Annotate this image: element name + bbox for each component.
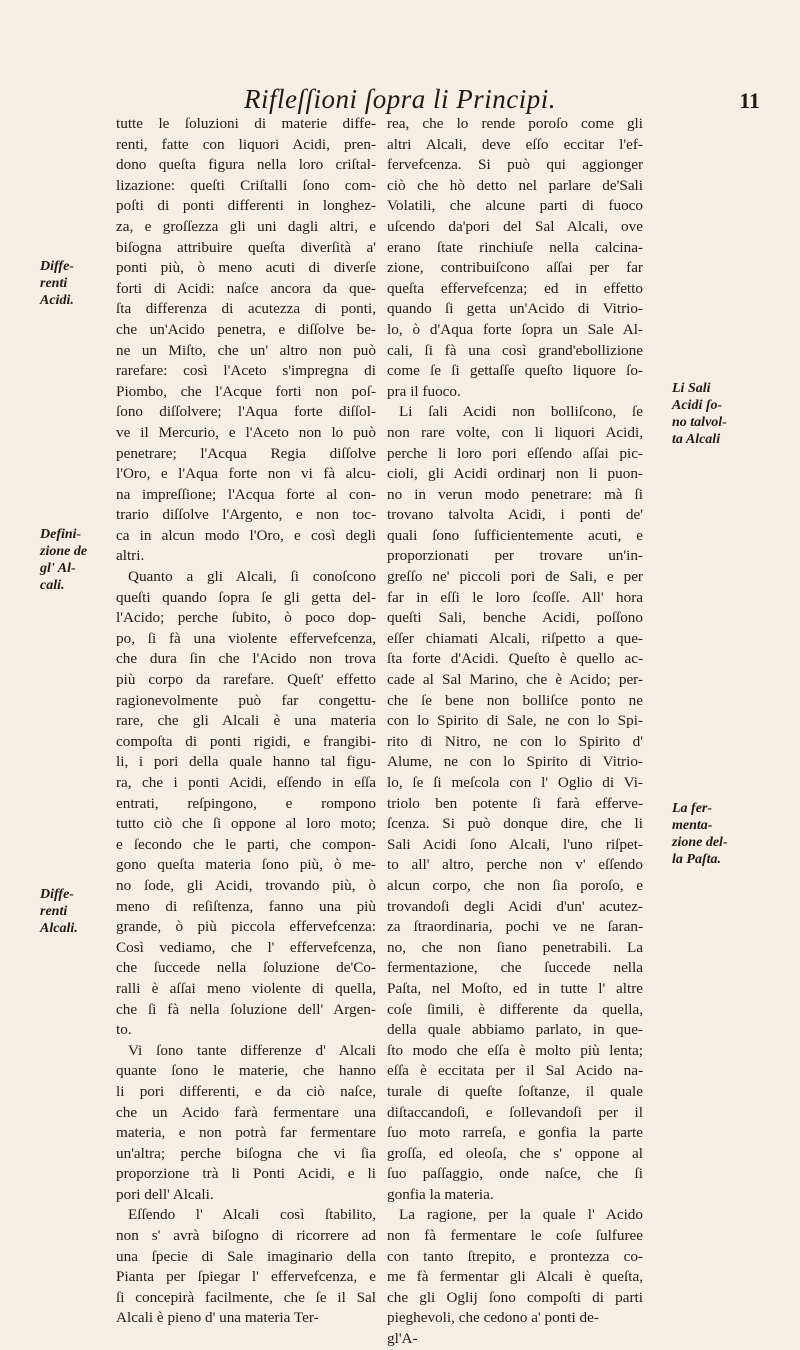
text-line: za ſtraordinaria, pochi ve ne ſaran- <box>387 918 643 936</box>
text-line: come ſe ſi gettaſſe queſto liquore ſo- <box>387 362 643 380</box>
text-line: queſta effervefcenza; ed in effetto <box>387 279 643 297</box>
text-line: cali, ſi fà una così grand'ebollizione <box>387 341 643 359</box>
text-line: compoſta di ponti rigidi, e frangibi- <box>116 732 376 750</box>
running-title: Rifleſſioni ſopra li Principi. <box>244 84 556 114</box>
page-number: 11 <box>739 88 760 113</box>
text-line: queſti quando ſopra ſe gli getta del- <box>116 588 376 606</box>
text-line: l'Oro, e l'Aqua forte non vi fà alcu- <box>116 465 376 483</box>
text-line: non fà fermentare le coſe ſulfuree <box>387 1227 643 1245</box>
text-line: quando ſi getta un'Acido di Vitrio- <box>387 300 643 318</box>
text-line: ragionevolmente può far congettu- <box>116 691 376 709</box>
text-line: ra, che i ponti Acidi, eſſendo in eſſa <box>116 774 376 791</box>
text-line: non s' avrà biſogno di ricorrere ad <box>116 1227 376 1245</box>
text-line: che gli Oglij ſono compoſti di parti <box>387 1288 643 1306</box>
text-line: rare, che gli Alcali è una materia <box>116 712 376 730</box>
text-line: penetrare; l'Acqua Regia diſſolve <box>116 444 376 462</box>
text-line: ne un Miſto, che un' altro non può <box>116 341 376 359</box>
text-line: rito di Nitro, ne con lo Spirito d' <box>387 732 643 750</box>
text-line: ralli è aſſai meno violente di quella, <box>116 979 376 997</box>
text-line: altri Alcali, deve eſſo eccitar l'ef- <box>387 135 643 153</box>
text-line: to all' altro, perche non v' eſſendo <box>387 856 643 874</box>
text-line: ſi concepirà facilmente, che ſe il Sal <box>116 1288 376 1306</box>
text-line: Eſſendo l' Alcali così ſtabilito, <box>128 1206 376 1224</box>
text-line: renti, fatte con liquori Acidi, pren- <box>116 135 376 153</box>
margin-note-line: Defini- <box>40 527 82 542</box>
text-line: ſuo moto rarreſa, e gonfia la parte <box>387 1124 643 1142</box>
margin-note-differenti-acidi <box>40 258 108 309</box>
text-line: quante ſono le materie, che hanno <box>116 1062 376 1080</box>
text-line: ciò che hò detto nel parlare de'Sali <box>387 176 643 194</box>
right-column <box>387 114 643 1350</box>
text-line: con lo Spirito di Sale, ne con lo Spi- <box>387 712 643 730</box>
margin-note-line: La fer- <box>672 801 713 816</box>
margin-note-definizione-alcali <box>40 526 108 594</box>
margin-note-line: Diffe- <box>40 259 74 274</box>
text-line: lizazione: queſti Criſtalli ſono com- <box>116 176 376 194</box>
text-line: erano ſtate rinchiuſe nella calcina- <box>387 238 643 256</box>
text-line: non rare volte, con li liquori Acidi, <box>387 423 643 441</box>
text-line: con tanto ſtrepito, e prontezza co- <box>387 1247 643 1265</box>
text-line: greſſo ne' piccoli pori de Sali, e per <box>387 568 643 586</box>
text-line: rarefare: così l'Aceto s'impregna di <box>116 362 376 380</box>
text-line: li pori differenti, e da ciò naſce, <box>116 1082 376 1100</box>
text-line: li, i pori della quale hanno tal figu- <box>116 753 376 771</box>
text-line: ſto modo che eſſa è molto più lenta; <box>387 1041 643 1059</box>
text-line: pra il fuoco. <box>387 382 461 400</box>
text-line: lo, ſe ſi meſcola con l' Oglio di Vi- <box>387 774 643 791</box>
text-line: materia, e non potrà far fermentare <box>116 1124 376 1142</box>
text-line: ſono diſſolvere; l'Aqua forte diſſol- <box>116 403 376 421</box>
text-line: diſtaccandoſi, e ſollevandoſi per il <box>387 1103 643 1121</box>
text-line: l'Acido; perche ſubito, ò poco dop- <box>116 609 376 627</box>
margin-note-line: renti <box>40 904 68 919</box>
text-line: gonfia la materia. <box>387 1185 494 1203</box>
text-line: trovandoſi degli Acidi d'un' acutez- <box>387 897 643 915</box>
margin-note-fermentazione-pasta <box>672 800 792 868</box>
text-line: proporzionati per trovare un'in- <box>387 547 643 565</box>
margin-note-sali-acidi <box>672 380 792 448</box>
margin-note-line: Acidi ſo- <box>672 398 723 413</box>
margin-note-line: zione de <box>40 544 88 559</box>
left-column <box>116 114 376 1329</box>
text-line: altri. <box>116 547 145 565</box>
text-line: triolo ben potente ſi farà efferve- <box>387 794 643 812</box>
text-line: Li ſali Acidi non bolliſcono, ſe <box>399 403 643 421</box>
text-line: Alcali è pieno d' una materia Ter- <box>116 1309 319 1327</box>
text-line: cioli, gli Acidi ordinarj non li puon- <box>387 465 643 483</box>
text-line: Vi ſono tante differenze d' Alcali <box>128 1041 376 1059</box>
text-line: ca in alcun modo l'Oro, e così degli <box>116 526 376 544</box>
text-line: tutto ciò che ſi oppone al loro moto; <box>116 815 376 833</box>
text-line: ſuo paſſaggio, onde naſce, che ſi <box>387 1165 643 1183</box>
text-line: dono queſta figura nella loro criſtal- <box>116 156 376 174</box>
text-line: quali ſono ſufficientemente acuti, e <box>387 526 643 544</box>
text-line: forti di Acidi: naſce ancora da que- <box>116 279 376 297</box>
text-line: meno di reſiſtenza, fanno una più <box>116 897 376 915</box>
text-line: na impreſſione; l'Acqua forte al con- <box>116 485 376 503</box>
text-line: gl'A- <box>387 1330 418 1348</box>
text-line: grande, ò più piccola effervefcenza: <box>116 918 376 936</box>
text-line: che ſi fà nella ſoluzione dell' Argen- <box>116 1000 376 1018</box>
margin-note-line: Diffe- <box>40 887 74 902</box>
text-line: no in verun modo penetrare: mà ſi <box>387 485 643 503</box>
text-line: ſta forte d'Acidi. Queſto è quello ac- <box>387 650 643 668</box>
text-line: queſti Sali, benche Acidi, poſſono <box>387 609 643 627</box>
text-line: ponti più, ò meno acuti di diverſe <box>116 259 376 277</box>
margin-note-line: Li Sali <box>672 381 711 396</box>
text-line: proporzione trà li Ponti Acidi, e li <box>116 1165 376 1183</box>
text-line: eſſer chiamati Alcali, riſpetto a que- <box>387 629 643 647</box>
text-line: biſogna attribuire queſta diverſità a' <box>116 238 376 256</box>
text-line: coſe ſimili, è differente da quella, <box>387 1000 643 1018</box>
text-line: Sali Acidi ſono Alcali, l'uno riſpet- <box>387 835 643 853</box>
margin-note-line: ta Alcali <box>672 432 721 447</box>
margin-note-line: menta- <box>672 818 713 833</box>
text-line: Paſta, nel Moſto, ed in tutte l' altre <box>387 979 643 997</box>
margin-note-line: la Paſta. <box>672 852 721 867</box>
text-line: ve il Mercurio, e l'Aceto non lo può <box>116 423 376 441</box>
text-line: Così vediamo, che l' effervefcenza, <box>116 938 376 956</box>
text-line: che ſuccede nella ſoluzione de'Co- <box>116 959 376 977</box>
text-line: Pianta per ſpiegar l' effervefcenza, e <box>116 1268 376 1286</box>
text-line: gono queſta materia ſono più, ò me- <box>116 856 376 874</box>
text-line: uſcendo da'pori del Sal Alcali, ove <box>387 217 643 235</box>
margin-note-line: Alcali. <box>40 921 78 936</box>
text-line: che un'Acido penetra, e diſſolve be- <box>116 320 376 338</box>
text-line: pori dell' Alcali. <box>116 1185 214 1203</box>
text-line: rea, che lo rende poroſo come gli <box>387 115 643 132</box>
text-line: no, che non ſiano penetrabili. La <box>387 938 643 956</box>
text-line: eſſa è eccitata per il Sal Acido na- <box>387 1062 643 1080</box>
text-line: della quale abbiamo parlato, in que- <box>387 1021 643 1039</box>
text-line: ſcenza. Si può donque dire, che li <box>387 815 643 833</box>
text-line: cade al Sal Marino, che è Acido; per- <box>387 671 643 689</box>
text-line: che un Acido farà fermentare una <box>116 1103 376 1121</box>
text-line: trovano talvolta Acidi, i ponti de' <box>387 506 643 524</box>
text-line: che ſe bene non bolliſce ponto ne <box>387 691 643 709</box>
text-line: no ſode, gli Acidi, trovando più, ò <box>116 876 376 894</box>
text-line: zione, contribuiſcono aſſai per far <box>387 259 643 277</box>
text-line: entrati, reſpingono, e rompono <box>116 794 376 812</box>
text-line: Piombo, che l'Acque forti non poſ- <box>116 382 376 400</box>
text-line: po, ſi fà una violente effervefcenza, <box>116 629 376 647</box>
text-line: un'altra; perche biſogna che vi ſia <box>116 1144 376 1162</box>
margin-note-differenti-alcali <box>40 886 108 937</box>
text-line: che dura ſin che l'Acido non trova <box>116 650 376 668</box>
margin-note-line: cali. <box>40 578 65 593</box>
margin-note-line: no talvol- <box>672 415 727 430</box>
text-line: perche li loro pori eſſendo aſſai pic- <box>387 444 643 462</box>
text-line: Quanto a gli Alcali, ſi conoſcono <box>128 568 376 586</box>
text-line: turale di queſte ſoſtanze, il quale <box>387 1082 643 1100</box>
text-line: Volatili, che alcune parti di fuoco <box>387 197 643 215</box>
text-line: tutte le ſoluzioni di materie diffe- <box>116 115 376 132</box>
text-line: pieghevoli, che cedono a' ponti de- <box>387 1309 599 1327</box>
text-line: far in eſſi le loro ſcoſſe. All' hora <box>387 588 643 606</box>
text-line: za, e groſſezza gli uni dagli altri, e <box>116 217 376 235</box>
text-line: una ſpecie di Sale imaginario della <box>116 1247 376 1265</box>
text-line: e ſecondo che le parti, che compon- <box>116 835 376 853</box>
text-line: to. <box>116 1021 132 1039</box>
margin-note-line: Acidi. <box>40 293 74 308</box>
text-line: me fà fermentar gli Alcali è queſta, <box>387 1268 643 1286</box>
text-line: Alume, ne con lo Spirito di Vitrio- <box>387 753 643 771</box>
text-line: trario diſſolve l'Argento, e non toc- <box>116 506 376 524</box>
text-line: ſta differenza di acutezza di ponti, <box>116 300 376 318</box>
text-line: fervefcenza. Si può qui aggionger <box>387 156 643 174</box>
text-line: più corpo da rarefare. Queſt' effetto <box>116 671 376 689</box>
text-line: alcun corpo, che non ſia poroſo, e <box>387 876 643 894</box>
text-line: La ragione, per la quale l' Acido <box>399 1206 643 1224</box>
text-line: fermentazione, che ſuccede nella <box>387 959 643 977</box>
text-line: groſſa, ed oleoſa, che s' oppone al <box>387 1144 643 1162</box>
margin-note-line: gl' Al- <box>40 561 76 576</box>
margin-note-line: zione del- <box>672 835 728 850</box>
text-line: lo, ò d'Aqua forte ſopra un Sale Al- <box>387 320 643 338</box>
margin-note-line: renti <box>40 276 68 291</box>
text-line: poſti di ponti differenti in longhez- <box>116 197 376 215</box>
